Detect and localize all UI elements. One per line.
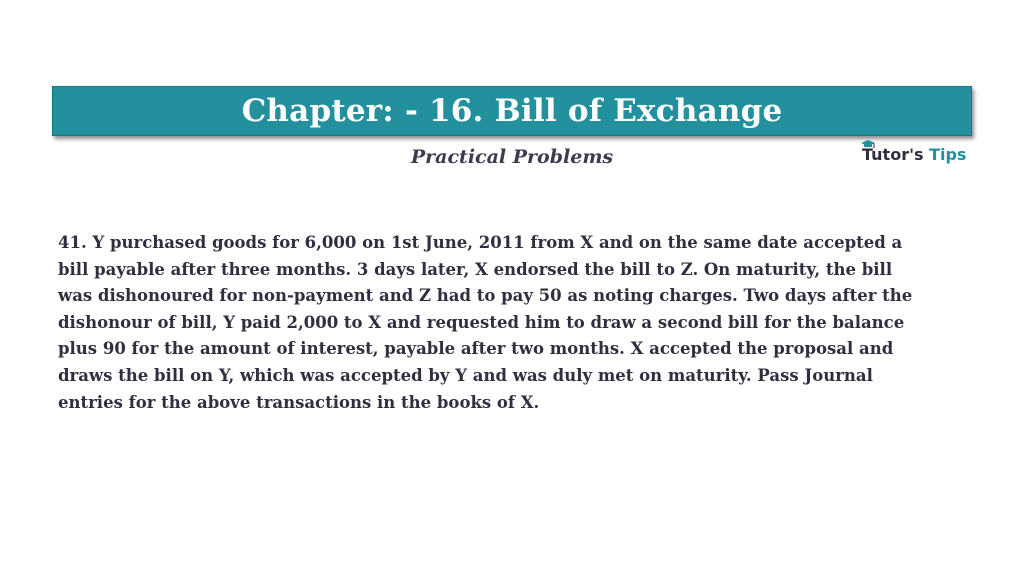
problem-statement <box>58 230 988 416</box>
logo-text-tips: Tips <box>929 145 967 164</box>
logo-text-tutors: Tutor's <box>862 145 924 164</box>
problem-line: bill payable after three months. 3 days later, X endorsed the bill to Z. On maturity, the bill <box>58 259 893 279</box>
problem-line: plus 90 for the amount of interest, payable after two months. X accepted the proposal and <box>58 339 894 359</box>
problem-line: 41. Y purchased goods for 6,000 on 1st June, 2011 from X and on the same date accepted a <box>58 233 903 252</box>
problem-line: draws the bill on Y, which was accepted by Y and was duly met on maturity. Pass Journal <box>58 365 873 385</box>
chapter-banner <box>52 86 972 136</box>
problem-line: entries for the above transactions in the books of X. <box>58 392 540 412</box>
problem-line: dishonour of bill, Y paid 2,000 to X and requested him to draw a second bill for the balance <box>58 312 905 332</box>
logo-text <box>862 145 966 164</box>
chapter-title: Chapter: - 16. Bill of Exchange <box>241 93 783 129</box>
tutors-tips-logo <box>858 138 978 170</box>
problem-line: was dishonoured for non-payment and Z had to pay 50 as noting charges. Two days after the <box>58 286 913 306</box>
section-subtitle: Practical Problems <box>410 146 614 168</box>
